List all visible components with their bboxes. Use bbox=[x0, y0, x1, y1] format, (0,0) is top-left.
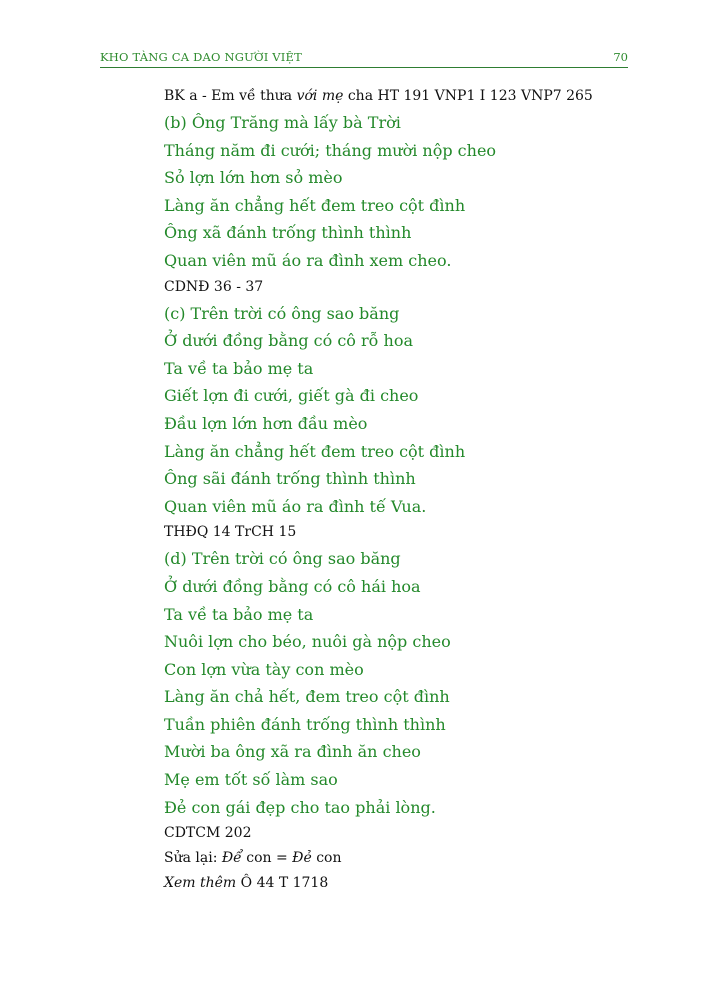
verse-line: Đẻ con gái đẹp cho tao phải lòng. bbox=[164, 797, 436, 817]
verse-line: Tháng năm đi cưới; tháng mười nộp cheo bbox=[164, 140, 497, 160]
verse-line: Giết lợn đi cưới, giết gà đi cheo bbox=[164, 386, 419, 406]
source-text: cha HT 191 VNP1 I 123 VNP7 265 bbox=[343, 88, 593, 104]
verse-line: Ở dưới đồng bằng có cô rỗ hoa bbox=[164, 331, 414, 351]
verse-line: Ta về ta bảo mẹ ta bbox=[164, 604, 314, 624]
verse-group-c bbox=[164, 300, 664, 521]
page-header bbox=[100, 49, 628, 68]
verse-line: Ông sãi đánh trống thình thình bbox=[164, 469, 416, 489]
source-reference: CDNĐ 36 - 37 bbox=[164, 278, 264, 295]
note-italic-text: Đẻ bbox=[292, 850, 312, 867]
verse-line: Mẹ em tốt số làm sao bbox=[164, 770, 338, 790]
verse-line: (c) Trên trời có ông sao băng bbox=[164, 303, 400, 323]
source-italic-text: với mẹ bbox=[296, 88, 344, 104]
note-text: con = bbox=[241, 850, 293, 867]
book-title: KHO TÀNG CA DAO NGƯỜI VIỆT bbox=[100, 50, 303, 64]
source-reference: THĐQ 14 TrCH 15 bbox=[164, 524, 297, 541]
verse-line: Quan viên mũ áo ra đình xem cheo. bbox=[164, 250, 452, 270]
verse-line: (d) Trên trời có ông sao băng bbox=[164, 549, 401, 569]
page-content bbox=[164, 84, 664, 896]
verse-line: Ở dưới đồng bằng có cô hái hoa bbox=[164, 576, 421, 596]
note-text: con bbox=[311, 850, 342, 867]
verse-line: Đầu lợn lớn hơn đầu mèo bbox=[164, 413, 368, 433]
note-text: Sửa lại: bbox=[164, 850, 222, 867]
verse-line: Ông xã đánh trống thình thình bbox=[164, 223, 412, 243]
see-also-note bbox=[164, 871, 664, 896]
see-also-ref: Ô 44 T 1718 bbox=[236, 875, 329, 892]
verse-group-b bbox=[164, 109, 664, 275]
verse-line: Làng ăn chả hết, đem treo cột đình bbox=[164, 687, 450, 707]
page-number: 70 bbox=[613, 50, 628, 64]
source-reference: CDTCM 202 bbox=[164, 825, 252, 842]
source-text: BK a - Em về thưa bbox=[164, 88, 297, 104]
verse-line: Mười ba ông xã ra đình ăn cheo bbox=[164, 742, 421, 762]
verse-line: (b) Ông Trăng mà lấy bà Trời bbox=[164, 113, 401, 132]
verse-group-d bbox=[164, 545, 664, 821]
correction-note bbox=[164, 846, 664, 871]
verse-line: Nuôi lợn cho béo, nuôi gà nộp cheo bbox=[164, 632, 451, 652]
verse-line: Quan viên mũ áo ra đình tế Vua. bbox=[164, 496, 427, 516]
verse-line: Tuần phiên đánh trống thình thình bbox=[164, 714, 446, 734]
note-italic-text: Để bbox=[221, 850, 242, 867]
source-reference bbox=[164, 84, 664, 109]
verse-line: Con lợn vừa tày con mèo bbox=[164, 659, 364, 679]
see-also-label: Xem thêm bbox=[164, 875, 237, 892]
verse-line: Ta về ta bảo mẹ ta bbox=[164, 358, 314, 378]
verse-line: Sỏ lợn lớn hơn sỏ mèo bbox=[164, 168, 343, 188]
verse-line: Làng ăn chẳng hết đem treo cột đình bbox=[164, 441, 466, 461]
verse-line: Làng ăn chẳng hết đem treo cột đình bbox=[164, 195, 466, 215]
